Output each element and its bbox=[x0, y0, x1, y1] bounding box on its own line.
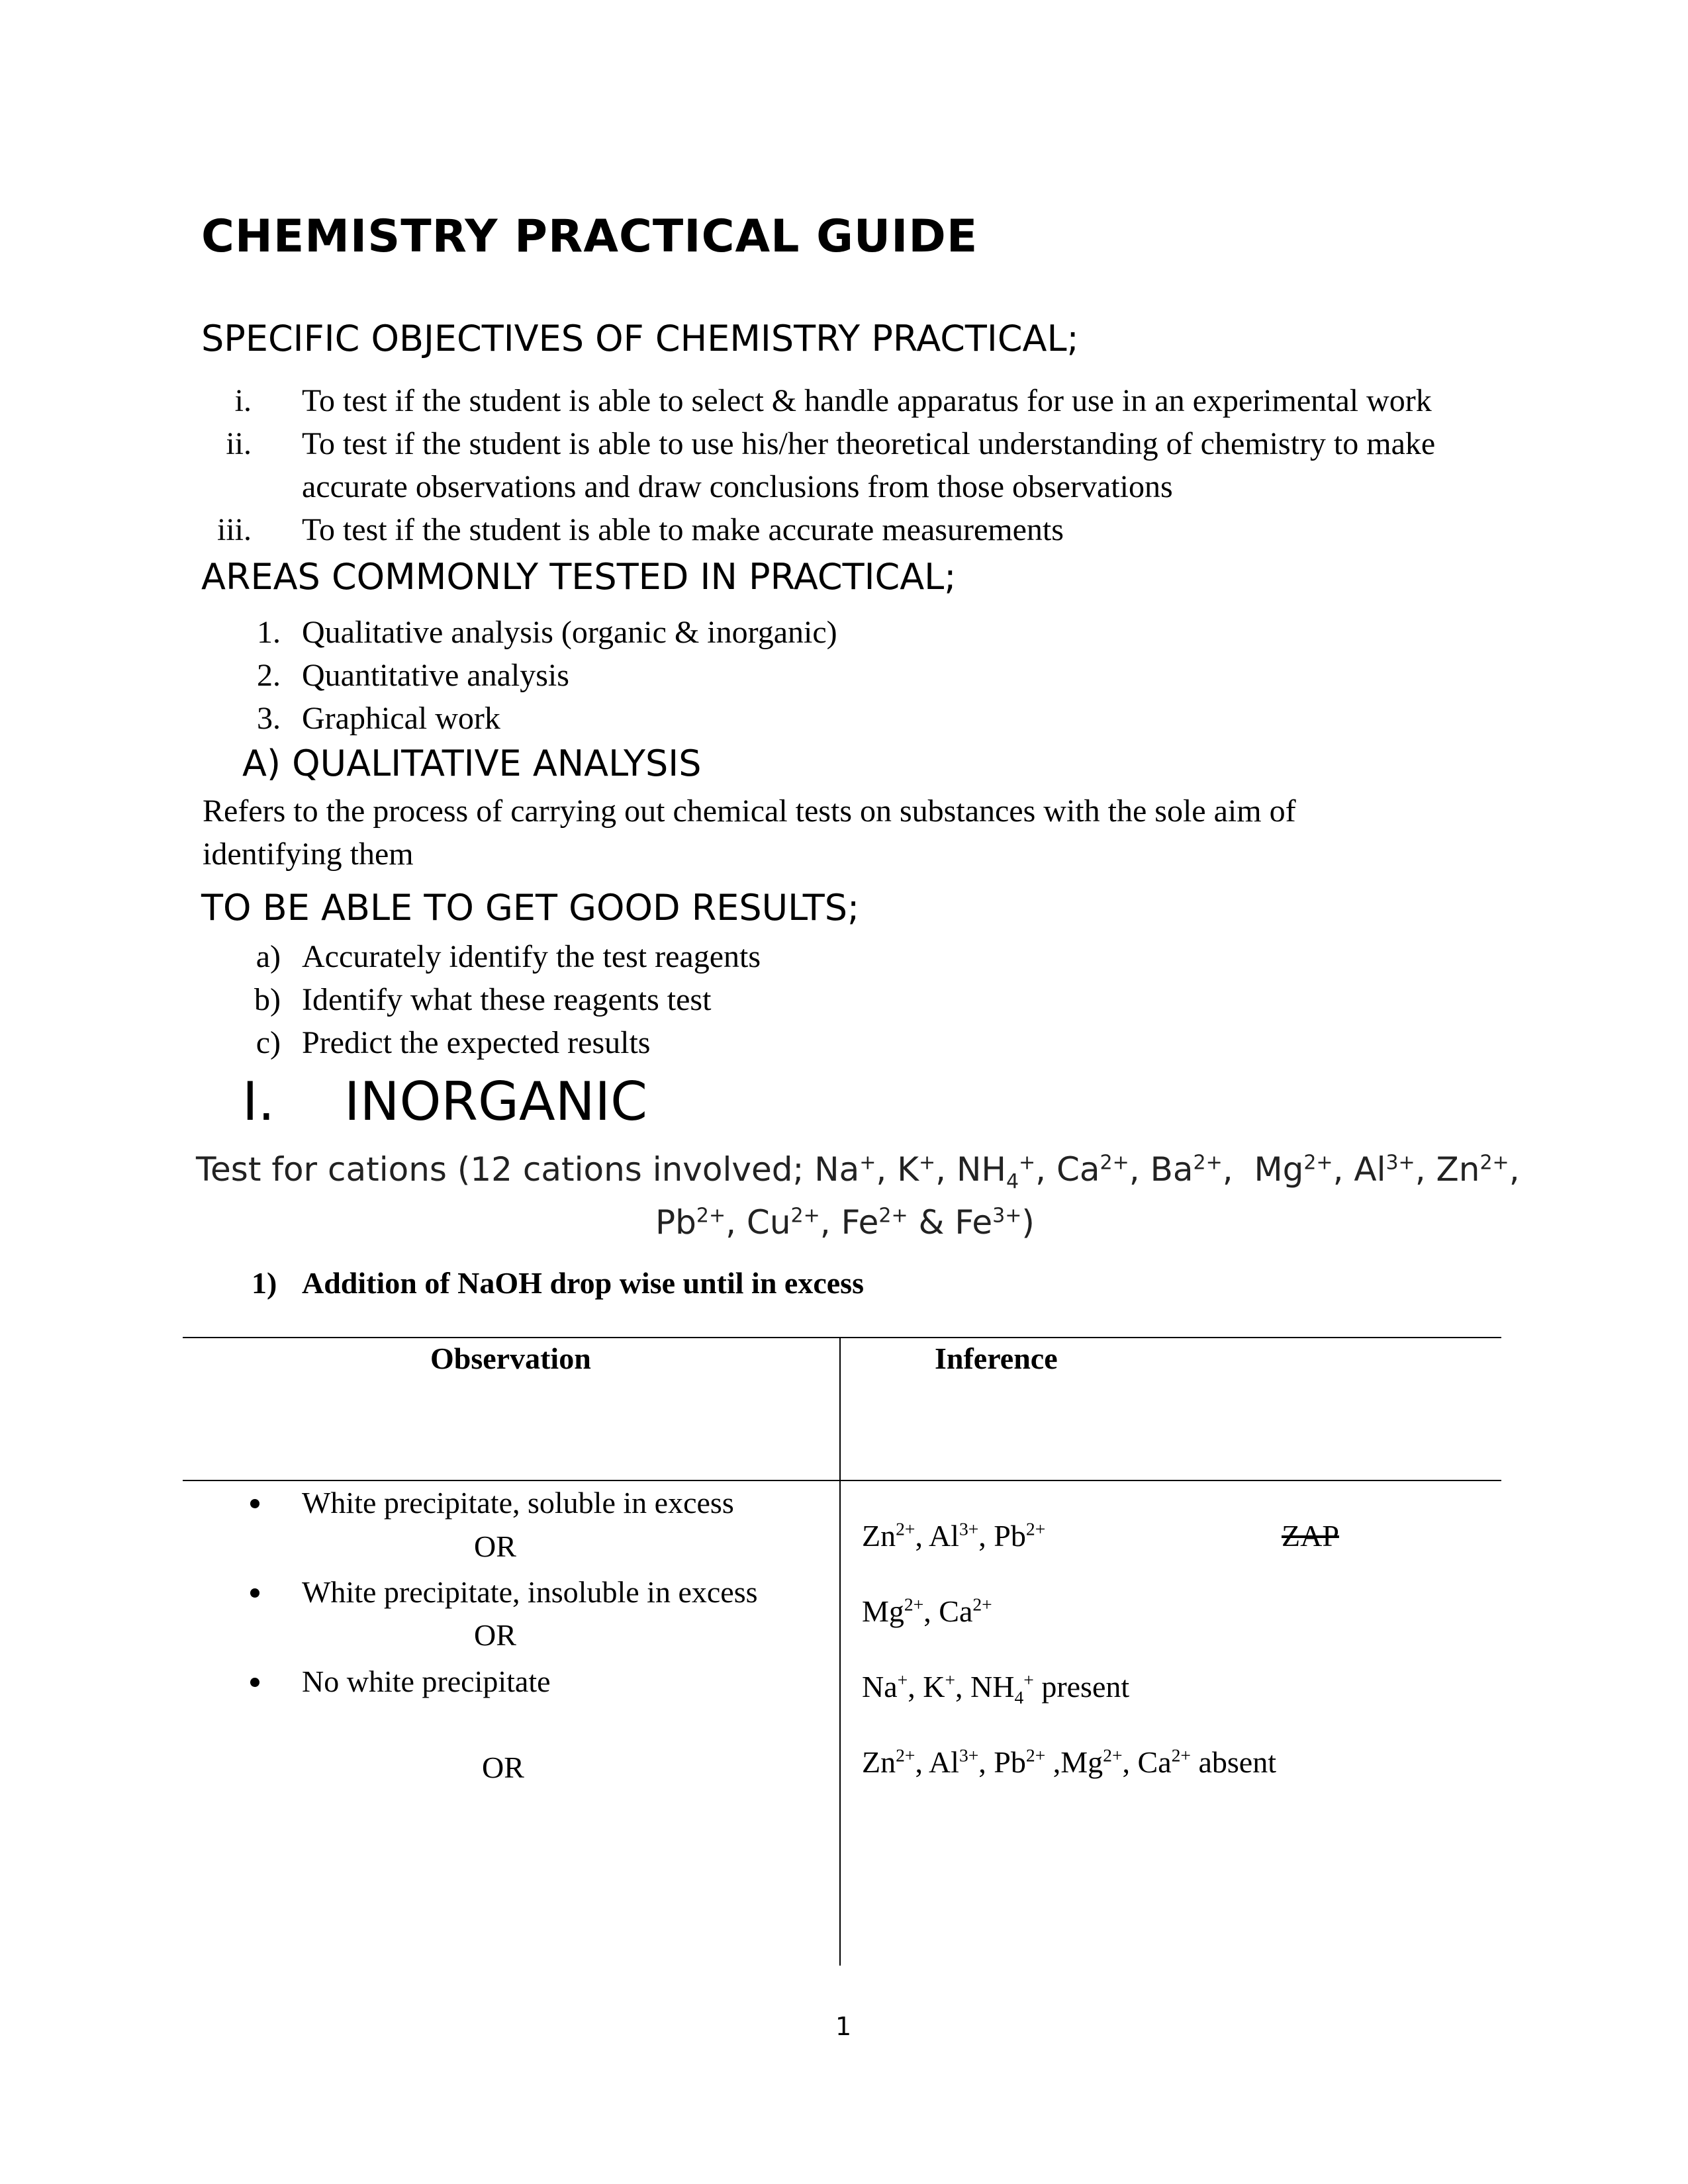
list-number: b) bbox=[254, 982, 281, 1017]
section-heading-qualitative: A) QUALITATIVE ANALYSIS bbox=[242, 743, 702, 784]
ion-charge: 2+ bbox=[790, 1204, 820, 1228]
ion-symbol: Cu bbox=[746, 1203, 791, 1242]
ion-charge: + bbox=[897, 1669, 908, 1690]
observation-separator: OR bbox=[474, 1618, 516, 1652]
ion-symbol: Pb bbox=[994, 1745, 1026, 1779]
page-title: CHEMISTRY PRACTICAL GUIDE bbox=[201, 210, 978, 263]
ion-charge: 2+ bbox=[1193, 1151, 1223, 1175]
list-number: iii. bbox=[216, 512, 252, 547]
ion-symbol: Fe bbox=[955, 1203, 993, 1242]
ion-charge: 2+ bbox=[1303, 1151, 1333, 1175]
observation-item: No white precipitate bbox=[302, 1664, 551, 1698]
list-number: 1. bbox=[257, 615, 281, 650]
ion-charge: 2+ bbox=[1479, 1151, 1509, 1175]
ion-symbol: Mg bbox=[862, 1594, 904, 1628]
observation-separator: OR bbox=[474, 1529, 516, 1563]
ion-symbol: Pb bbox=[994, 1519, 1026, 1553]
list-item: Quantitative analysis bbox=[302, 658, 569, 693]
list-number: c) bbox=[256, 1025, 281, 1060]
inference-item: $Zn^{2+}$, $Al^{3+}$, $Pb^{2+}$ $,Mg^{2+}$, $Ca^{2+}$ absent bbox=[862, 1745, 1276, 1779]
list-number: ii. bbox=[226, 426, 252, 461]
ion-charge: + bbox=[945, 1669, 955, 1690]
section-heading-inorganic: INORGANIC bbox=[344, 1071, 648, 1132]
column-header-inference: Inference bbox=[935, 1342, 1058, 1375]
list-number: 3. bbox=[257, 701, 281, 736]
ion-symbol: Mg bbox=[1060, 1745, 1103, 1779]
inference-item: Na+, K+, $NH_4^+$ present bbox=[862, 1669, 1130, 1708]
inference-item: $Zn^{2+}$, $Al^{3+}$, $Pb^{2+}$ bbox=[862, 1518, 1046, 1553]
ion-charge: 2+ bbox=[1025, 1518, 1046, 1539]
list-number: a) bbox=[256, 939, 281, 974]
list-item: Identify what these reagents test bbox=[302, 982, 712, 1017]
column-header-observation: Observation bbox=[430, 1342, 591, 1375]
bullet-icon bbox=[250, 1588, 259, 1598]
list-number: 2. bbox=[257, 658, 281, 693]
zap-mnemonic: ZAP bbox=[1282, 1519, 1339, 1553]
ion-symbol: Zn bbox=[862, 1745, 896, 1779]
ion-symbol: Al bbox=[928, 1745, 959, 1779]
ion-charge: + bbox=[859, 1151, 876, 1175]
ion-charge: 3+ bbox=[1385, 1151, 1415, 1175]
ion-charge: 2+ bbox=[896, 1518, 915, 1539]
list-item: Qualitative analysis (organic & inorganic) bbox=[302, 615, 837, 650]
ion-charge: 2+ bbox=[696, 1204, 726, 1228]
observation-item: White precipitate, soluble in excess bbox=[302, 1486, 734, 1520]
ion-charge: 2+ bbox=[878, 1204, 908, 1228]
inference-status: absent bbox=[1198, 1745, 1276, 1779]
ion-charge: 2+ bbox=[972, 1594, 992, 1615]
ion-symbol: Al bbox=[928, 1519, 959, 1553]
ion-charge: 2+ bbox=[1171, 1745, 1191, 1766]
ion-charge: 2+ bbox=[904, 1594, 924, 1615]
ion-charge: 3+ bbox=[959, 1518, 979, 1539]
table-header-rule bbox=[183, 1480, 1501, 1481]
page-number: 1 bbox=[835, 2012, 852, 2041]
ion-symbol: Fe bbox=[841, 1203, 879, 1242]
list-number: i. bbox=[234, 383, 252, 418]
ion-symbol: Na bbox=[814, 1150, 860, 1189]
cations-continuation-line: $Pb^{2+}$, $Cu^{2+}$, $Fe^{2+}$ & $Fe^{3+}$) bbox=[655, 1203, 1035, 1242]
test-heading: Addition of NaOH drop wise until in excess bbox=[302, 1266, 864, 1300]
list-item: Accurately identify the test reagents bbox=[302, 939, 761, 974]
list-item-continuation: accurate observations and draw conclusions from those observations bbox=[302, 469, 1173, 504]
good-results-heading: TO BE ABLE TO GET GOOD RESULTS; bbox=[201, 887, 860, 929]
ion-symbol: Ba bbox=[1150, 1150, 1194, 1189]
table-column-divider bbox=[839, 1337, 841, 1966]
ion-symbol: Ca bbox=[939, 1594, 973, 1628]
ion-charge: 3+ bbox=[992, 1204, 1022, 1228]
ion-charge: 2+ bbox=[1100, 1151, 1129, 1175]
ion-symbol: Ca bbox=[1137, 1745, 1172, 1779]
ion-subscript: 4 bbox=[1006, 1170, 1019, 1193]
ion-symbol: NH bbox=[956, 1150, 1006, 1189]
objectives-heading: SPECIFIC OBJECTIVES OF CHEMISTRY PRACTICAL; bbox=[201, 318, 1079, 359]
test-number: 1) bbox=[252, 1266, 277, 1300]
inference-item: $Mg^{2+}$, $Ca^{2+}$ bbox=[862, 1594, 992, 1628]
ion-symbol: Pb bbox=[655, 1203, 696, 1242]
inference-status: present bbox=[1041, 1670, 1130, 1704]
list-item: Predict the expected results bbox=[302, 1025, 651, 1060]
ion-symbol: NH bbox=[970, 1670, 1015, 1704]
bullet-icon bbox=[250, 1678, 259, 1687]
ion-charge: + bbox=[1023, 1669, 1034, 1690]
definition-text: Refers to the process of carrying out chemical tests on substances with the sole aim of bbox=[203, 794, 1296, 829]
list-item: Graphical work bbox=[302, 701, 500, 736]
definition-text-continuation: identifying them bbox=[203, 837, 414, 872]
ion-symbol: Na bbox=[862, 1670, 898, 1704]
observation-separator: OR bbox=[482, 1751, 524, 1784]
ion-charge: 2+ bbox=[1103, 1745, 1123, 1766]
section-number: I. bbox=[242, 1071, 275, 1132]
ion-symbol: Zn bbox=[1436, 1150, 1480, 1189]
ion-symbol: Mg bbox=[1254, 1150, 1304, 1189]
list-item: To test if the student is able to select & handle apparatus for use in an experimental work bbox=[302, 383, 1432, 418]
list-item: To test if the student is able to use his/her theoretical understanding of chemistry to make bbox=[302, 426, 1436, 461]
ion-charge: + bbox=[919, 1151, 936, 1175]
ion-symbol: Ca bbox=[1056, 1150, 1100, 1189]
cations-intro-text: Test for cations (12 cations involved; bbox=[196, 1150, 815, 1189]
ion-symbol: Al bbox=[1354, 1150, 1386, 1189]
observation-item: White precipitate, insoluble in excess bbox=[302, 1575, 758, 1609]
ion-symbol: K bbox=[923, 1670, 945, 1704]
ion-charge: 2+ bbox=[896, 1745, 915, 1766]
ion-subscript: 4 bbox=[1014, 1687, 1024, 1708]
table-top-rule bbox=[183, 1337, 1501, 1338]
ion-charge: 3+ bbox=[959, 1745, 979, 1766]
cations-intro-line: Test for cations (12 cations involved; Na+, K+, $NH_4^+$, $Ca^{2+}$, $Ba^{2+}$, $Mg^{2+}$, $Al^{3+}$, $Zn^{2+}$, bbox=[196, 1150, 1520, 1193]
areas-heading: AREAS COMMONLY TESTED IN PRACTICAL; bbox=[201, 556, 957, 598]
ion-symbol: Zn bbox=[862, 1519, 896, 1553]
ion-symbol: K bbox=[897, 1150, 919, 1189]
ion-charge: + bbox=[1019, 1151, 1036, 1175]
bullet-icon bbox=[250, 1499, 259, 1508]
list-item: To test if the student is able to make accurate measurements bbox=[302, 512, 1064, 547]
ion-charge: 2+ bbox=[1025, 1745, 1046, 1766]
